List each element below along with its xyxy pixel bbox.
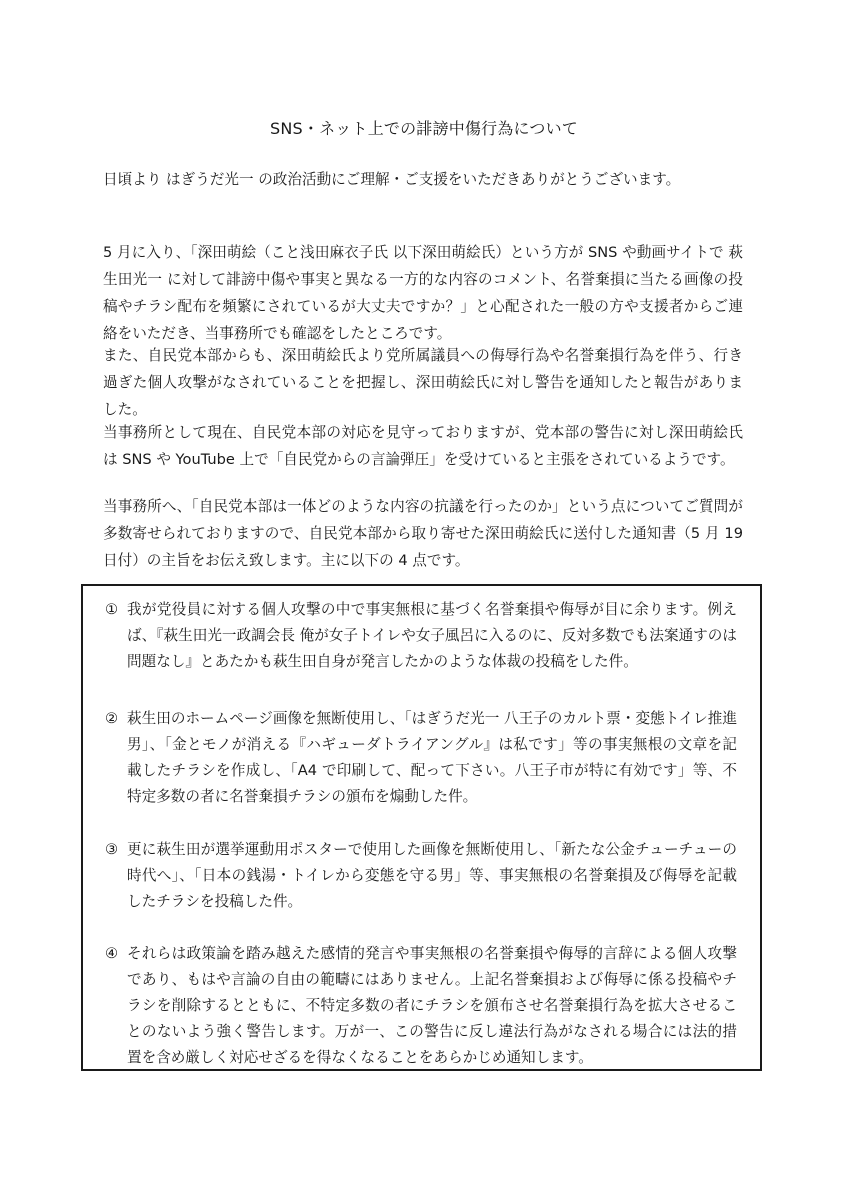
notice-item [105,837,737,915]
document-title: SNS・ネット上での誹謗中傷行為について [270,119,578,138]
notice-item-text: 萩生田のホームページ画像を無断使用し、「はぎうだ光一 八王子のカルト票・変態トイレ推進男」、「金とモノが消える『ハギューダトライアングル』は私です」等の事実無根の文章を記載したチラシを作成し、「A4 で印刷して、配って下さい。八王子市が特に有効です」等、不特定多数の者に名誉棄損チラシの頒布を煽動した件。 [127,710,737,805]
notice-item-number: ① [105,601,119,618]
notice-intro-paragraph: 当事務所へ、「自民党本部は一体どのような内容の抗議を行ったのか」という点についてご質問が多数寄せられておりますので、自民党本部から取り寄せた深田萌絵氏に送付した通知書（5 月 19 日付）の主旨をお伝え致します。主に以下の 4 点です。 [103,498,743,569]
notice-item-number: ④ [105,945,119,962]
notice-item-text: 更に萩生田が選挙運動用ポスターで使用した画像を無断使用し、「新たな公金チューチューの時代へ」、「日本の銭湯・トイレから変態を守る男」等、事実無根の名誉棄損及び侮辱を記載したチラシを投稿した件。 [127,841,737,910]
notice-item-text: それらは政策論を踏み越えた感情的発言や事実無根の名誉棄損や侮辱的言辞による個人攻撃であり、もはや言論の自由の範疇にはありません。上記名誉棄損および侮辱に係る投稿やチラシを削除するとともに、不特定多数の者にチラシを頒布させ名誉棄損行為を拡大させることのないよう強く警告します。万が一、この警告に反し違法行為がなされる場合には法的措置を含め厳しく対応せざるを得なくなることをあらかじめ通知します。 [127,945,737,1066]
notice-item-number: ② [105,710,119,727]
notice-item-text: 我が党役員に対する個人攻撃の中で事実無根に基づく名誉棄損や侮辱が目に余ります。例えば、『萩生田光一政調会長 俺が女子トイレや女子風呂に入るのに、反対多数でも法案通すのは問題なし』とあたかも萩生田自身が発言したかのような体裁の投稿をした件。 [127,601,737,670]
notice-item [105,706,737,810]
notice-item [105,597,737,675]
notice-item [105,941,737,1071]
greeting-paragraph: 日頃より はぎうだ光一 の政治活動にご理解・ご支援をいただきありがとうございます。 [103,171,681,188]
background-paragraph: 5 月に入り、「深田萌絵（こと浅田麻衣子氏 以下深田萌絵氏）という方が SNS や動画サイトで 萩生田光一 に対して誹謗中傷や事実と異なる一方的な内容のコメント、名誉棄損に当たる画像の投稿やチラシ配布を頻繁にされているが大丈夫ですか？」と心配された一般の方や支援者からご連絡をいただき、当事務所でも確認をしたところです。 [103,244,743,342]
party-hq-paragraph: また、自民党本部からも、深田萌絵氏より党所属議員への侮辱行為や名誉棄損行為を伴う、行き過ぎた個人攻撃がなされていることを把握し、深田萌絵氏に対し警告を通知したと報告がありました。 [103,347,743,418]
office-response-paragraph: 当事務所として現在、自民党本部の対応を見守っておりますが、党本部の警告に対し深田萌絵氏は SNS や YouTube 上で「自民党からの言論弾圧」を受けていると主張をされているようです。 [103,424,743,468]
notice-item-number: ③ [105,841,119,858]
notice-summary-box [81,584,762,1071]
